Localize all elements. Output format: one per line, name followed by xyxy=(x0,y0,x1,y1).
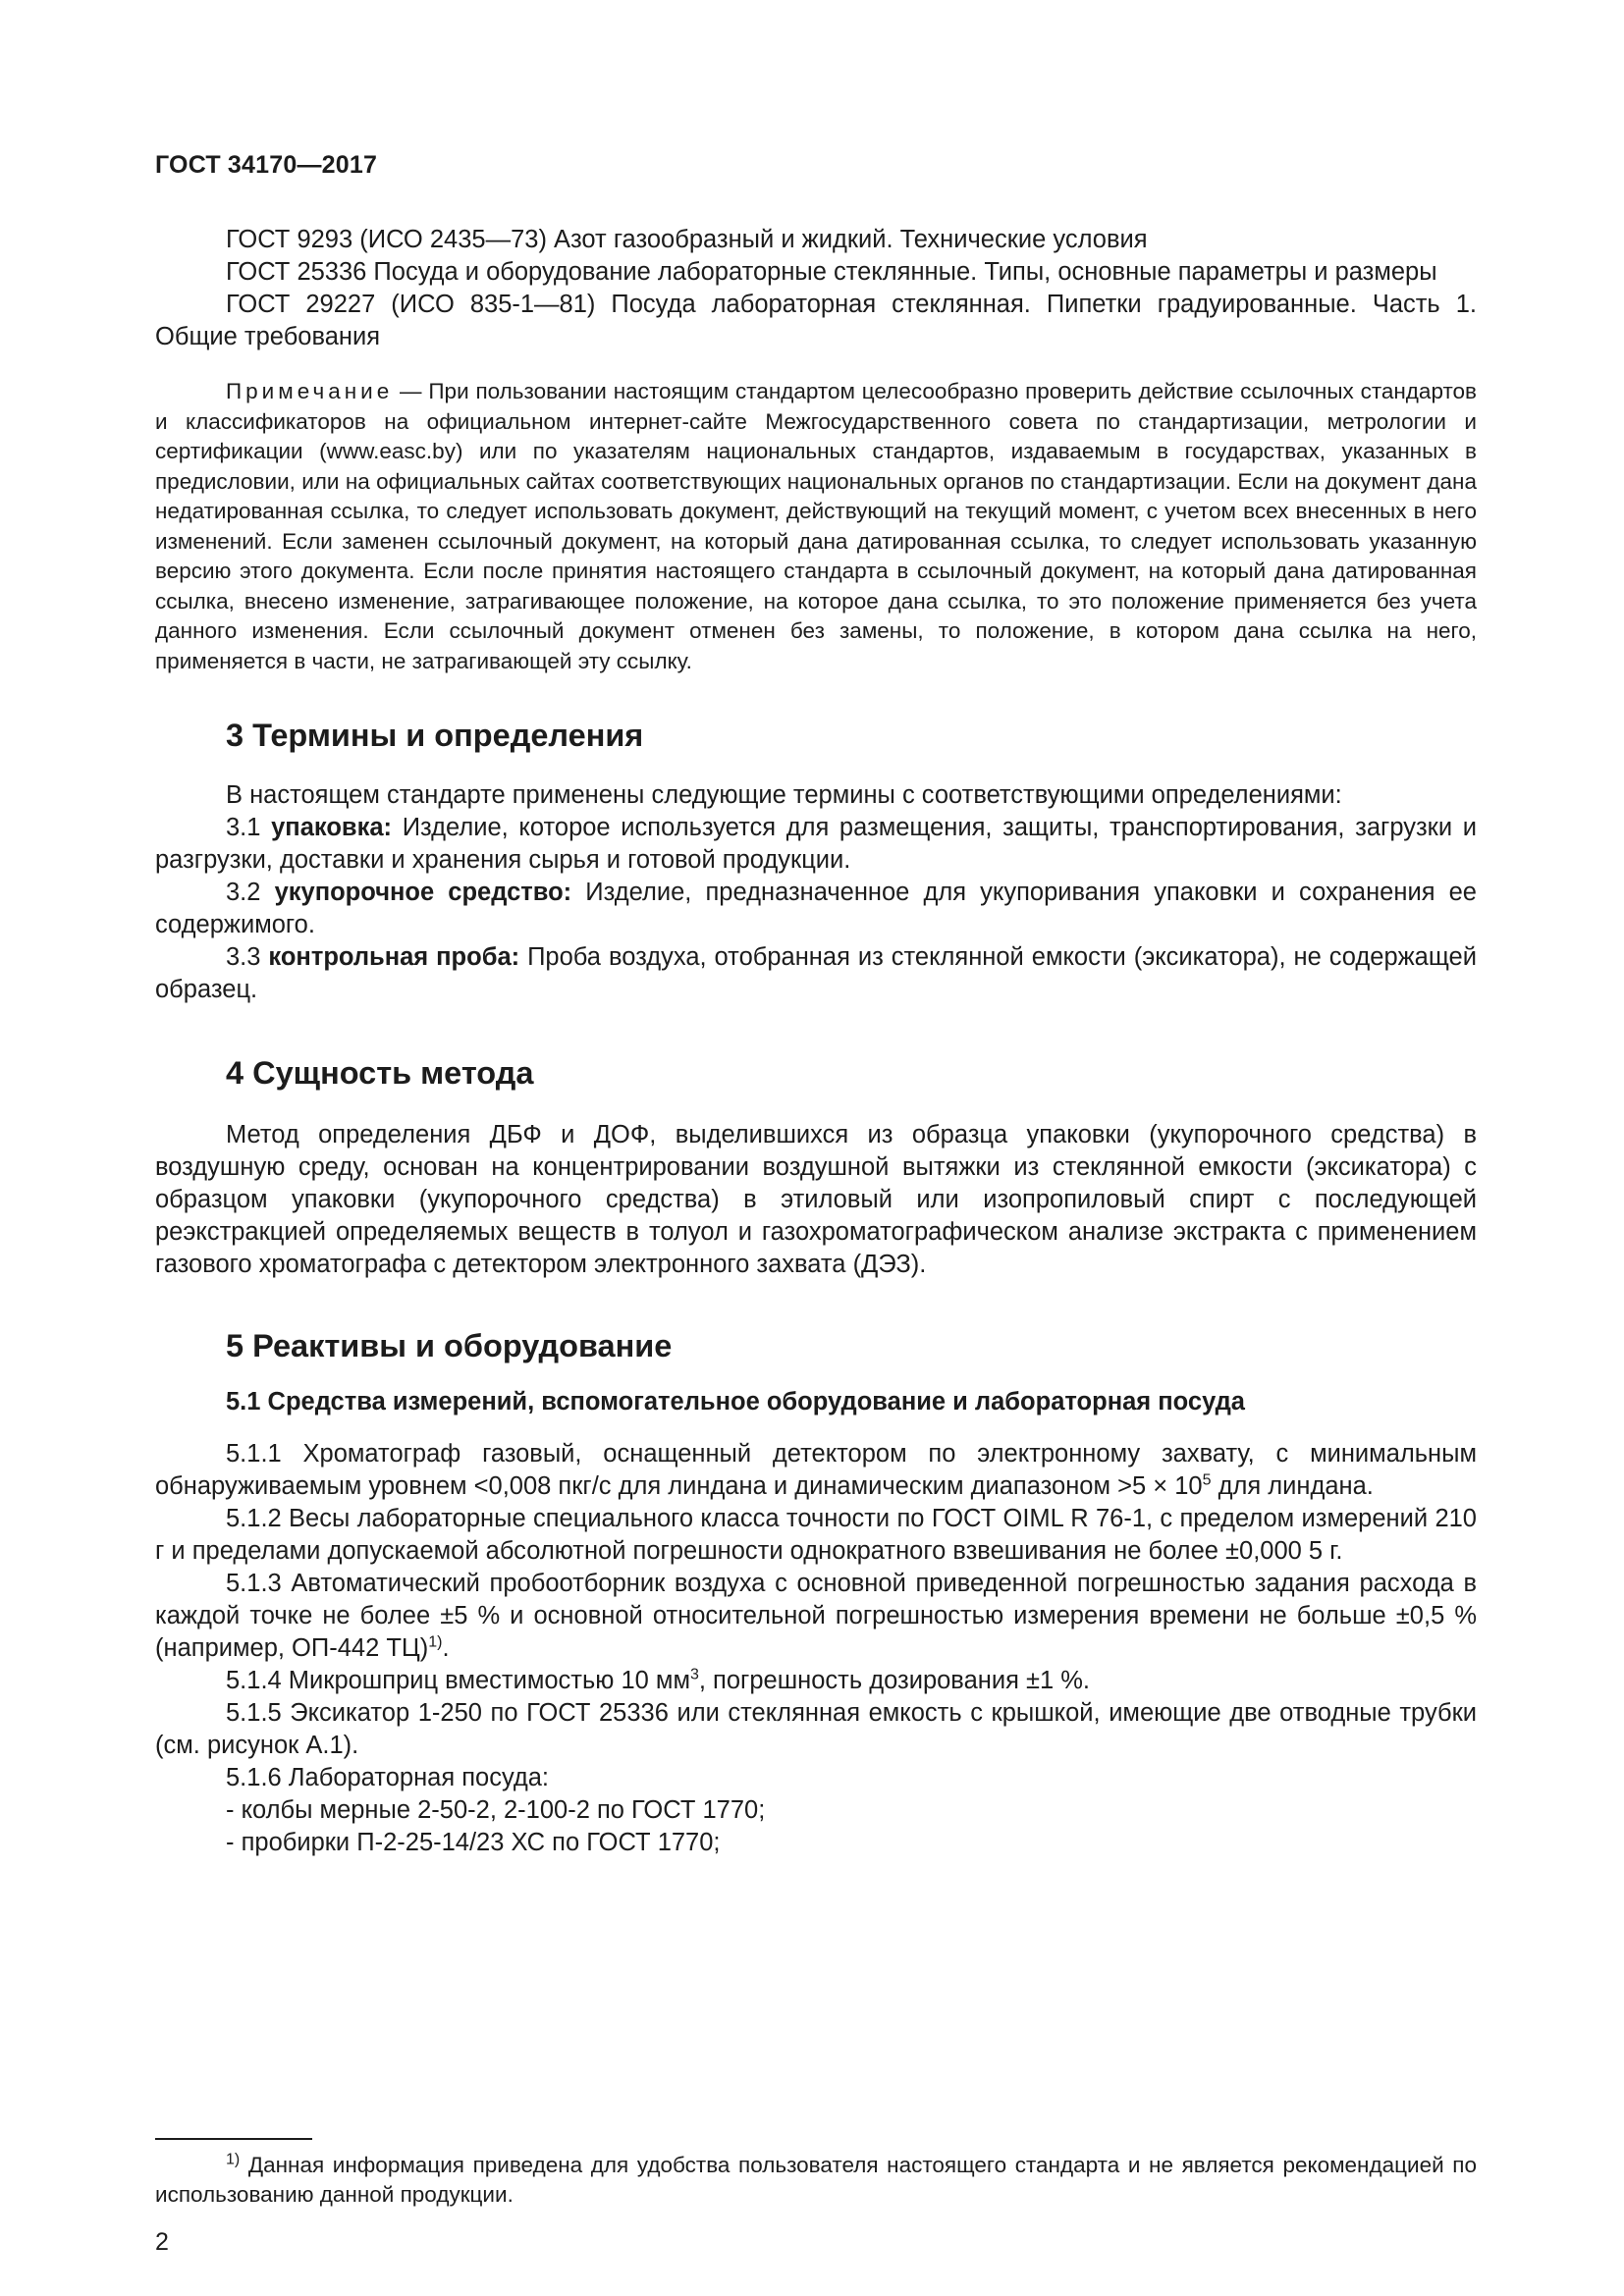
note-text: — При пользовании настоящим стандартом целесообразно проверить действие ссылочных стандартов и классификаторов на официальном интернет-сайте Межгосударственного совета по стандартизации, метрологии и сертификации (www.easc.by) или по указателям национальных стандартов, издаваемым в государствах, указанных в предисловии, или на официальных сайтах соответствующих национальных органов по стандартизации. Если на документ дана недатированная ссылка, то следует использовать документ, действующий на текущий момент, с учетом всех внесенных в него изменений. Если заменен ссылочный документ, на который дана датированная ссылка, то следует использовать указанную версию этого документа. Если после принятия настоящего стандарта в ссылочный документ, на который дана датированная ссылка, внесено изменение, затрагивающее положение, на которое дана ссылка, то это положение применяется без учета данного изменения. Если ссылочный документ отменен без замены, то положение, в котором дана ссылка на него, применяется в части, не затрагивающей эту ссылку. xyxy=(155,379,1477,673)
term-number: 3.2 xyxy=(226,879,275,906)
footnote-text: Данная информация приведена для удобства пользователя настоящего стандарта и не является рекомендацией по использованию данной продукции. xyxy=(155,2153,1477,2207)
clause-5-1-4 xyxy=(155,1665,1477,1697)
clause-text: 5.1.3 Автоматический пробоотборник воздуха с основной приведенной погрешностью задания расхода в каждой точке не более ±5 % и основной относительной погрешностью измерения времени не больше ±0,5 % (например, ОП-442 ТЦ) xyxy=(155,1570,1477,1662)
page-content xyxy=(155,224,1477,1859)
section-5-1-heading: 5.1 Средства измерений, вспомогательное оборудование и лабораторная посуда xyxy=(226,1388,1245,1415)
superscript: 5 xyxy=(1202,1471,1212,1489)
clause-text: . xyxy=(442,1634,450,1662)
footnote xyxy=(155,2151,1477,2210)
term-name: контрольная проба: xyxy=(268,943,520,971)
clause-text: 5.1.1 Хроматограф газовый, оснащенный детектором по электронному захвату, с минимальным обнаруживаемым уровнем <0,008 пкг/с для линдана и динамическим диапазоном >5 × 10 xyxy=(155,1440,1477,1500)
term-definition: Изделие, которое используется для размещения, защиты, транспортирования, загрузки и разгрузки, доставки и хранения сырья и готовой продукции. xyxy=(155,814,1477,874)
note-paragraph xyxy=(155,377,1477,676)
term-name: упаковка: xyxy=(271,814,393,841)
section-3-heading: 3 Термины и определения xyxy=(226,718,644,753)
footnote-divider xyxy=(155,2138,312,2140)
clause-text: 5.1.4 Микрошприц вместимостью 10 мм xyxy=(226,1667,690,1694)
list-item: - колбы мерные 2-50-2, 2-100-2 по ГОСТ 1770; xyxy=(226,1796,766,1824)
superscript: 3 xyxy=(689,1666,699,1683)
term-3-1 xyxy=(155,812,1477,877)
list-item: - пробирки П-2-25-14/23 ХС по ГОСТ 1770; xyxy=(226,1829,721,1856)
term-3-3 xyxy=(155,941,1477,1006)
term-name: укупорочное средство: xyxy=(274,879,572,906)
section-3-intro: В настоящем стандарте применены следующие термины с соответствующими определениями: xyxy=(226,781,1342,809)
clause-text: для линдана. xyxy=(1211,1472,1374,1500)
clause-5-1-5: 5.1.5 Эксикатор 1-250 по ГОСТ 25336 или стеклянная емкость с крышкой, имеющие две отводные трубки (см. рисунок А.1). xyxy=(155,1699,1477,1759)
footnote-mark: 1) xyxy=(226,2151,241,2168)
clause-5-1-1 xyxy=(155,1438,1477,1503)
note-label: Примечание xyxy=(226,379,394,403)
clause-5-1-6: 5.1.6 Лабораторная посуда: xyxy=(226,1764,550,1791)
section-4-heading: 4 Сущность метода xyxy=(226,1055,534,1091)
term-definition: Проба воздуха, отобранная из стеклянной емкости (эксикатора), не содержащей образец. xyxy=(155,943,1477,1003)
reference-gost-29227: ГОСТ 29227 (ИСО 835-1—81) Посуда лабораторная стеклянная. Пипетки градуированные. Часть 1. Общие требования xyxy=(155,291,1477,350)
term-3-2 xyxy=(155,877,1477,941)
reference-gost-9293: ГОСТ 9293 (ИСО 2435—73) Азот газообразный и жидкий. Технические условия xyxy=(226,226,1148,253)
term-number: 3.3 xyxy=(226,943,269,971)
footnote-reference: 1) xyxy=(428,1633,443,1651)
document-header: ГОСТ 34170—2017 xyxy=(155,151,378,179)
page-number: 2 xyxy=(155,2228,169,2256)
clause-5-1-3 xyxy=(155,1568,1477,1665)
term-definition: Изделие, предназначенное для укупоривания упаковки и сохранения ее содержимого. xyxy=(155,879,1477,938)
section-5-heading: 5 Реактивы и оборудование xyxy=(226,1328,673,1363)
term-number: 3.1 xyxy=(226,814,272,841)
section-4-text: Метод определения ДБФ и ДОФ, выделившихся из образца упаковки (укупорочного средства) в воздушную среду, основан на концентрировании воздушной вытяжки из стеклянной емкости (эксикатора) с образцом упаковки (укупорочного средства) в этиловый или изопропиловый спирт с последующей реэкстракцией определяемых веществ в толуол и газохроматографическом анализе экстракта с применением газового хроматографа с детектором электронного захвата (ДЭЗ). xyxy=(155,1121,1477,1278)
clause-5-1-2: 5.1.2 Весы лабораторные специального класса точности по ГОСТ OIML R 76-1, с пределом измерений 210 г и пределами допускаемой абсолютной погрешности однократного взвешивания не более ±0,000 5 г. xyxy=(155,1505,1477,1565)
clause-text: , погрешность дозирования ±1 %. xyxy=(698,1667,1090,1694)
reference-gost-25336: ГОСТ 25336 Посуда и оборудование лабораторные стеклянные. Типы, основные параметры и размеры xyxy=(226,258,1437,286)
